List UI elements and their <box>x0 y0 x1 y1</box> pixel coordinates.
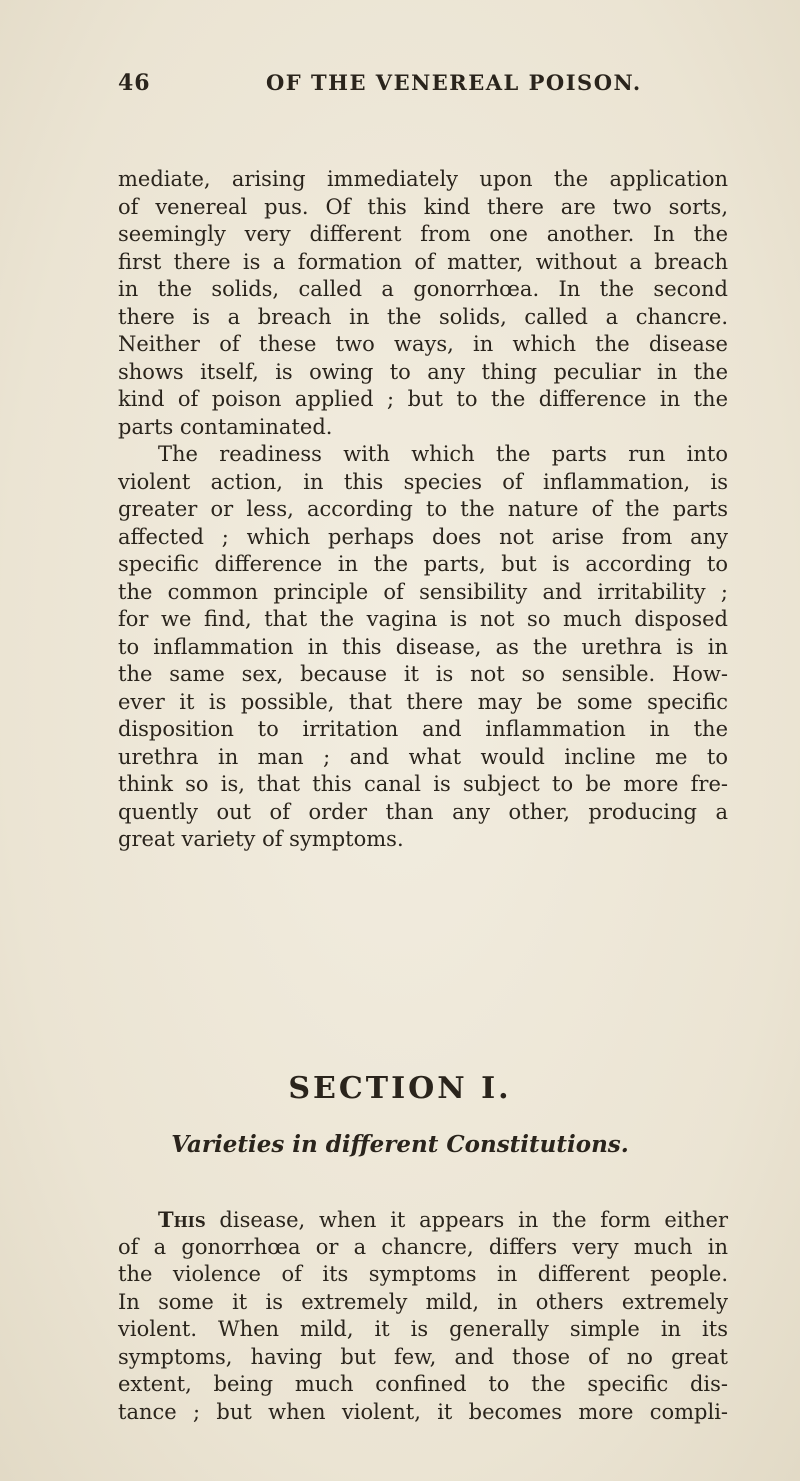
text-line: violent action, in this species of inflammation, is <box>118 469 728 494</box>
text-line: seemingly very different from one another. In the <box>118 222 728 246</box>
page-header <box>118 70 722 106</box>
text-line: kind of poison applied ; but to the difference in the <box>118 387 728 411</box>
drop-word: This <box>158 1207 206 1232</box>
paragraph-3 <box>118 1206 728 1426</box>
text-line: affected ; which perhaps does not arise from any <box>118 524 728 549</box>
text-line: there is a breach in the solids, called a chancre. <box>118 304 728 329</box>
text-line: the same sex, because it is not so sensible. How- <box>118 662 728 686</box>
text-line: urethra in man ; and what would incline me to <box>118 744 728 769</box>
text-line: for we find, that the vagina is not so much disposed <box>118 607 728 631</box>
text-line: to inflammation in this disease, as the urethra is in <box>118 634 728 659</box>
text-line: first there is a formation of matter, without a breach <box>118 249 728 274</box>
text-line: The readiness with which the parts run into <box>158 442 728 466</box>
text-line: extent, being much confined to the specific dis- <box>118 1372 728 1396</box>
text-line: mediate, arising immediately upon the application <box>118 167 728 191</box>
text-line: of a gonorrhœa or a chancre, differs very much in <box>118 1234 728 1259</box>
text-line: specific difference in the parts, but is according to <box>118 552 728 576</box>
text-line: the violence of its symptoms in different people. <box>118 1262 728 1286</box>
paragraph-1 <box>118 166 728 441</box>
text-line: tance ; but when violent, it becomes more compli- <box>118 1399 728 1424</box>
first-line-text: disease, when it appears in the form either <box>205 1208 728 1232</box>
text-line: greater or less, according to the nature of the parts <box>118 497 728 521</box>
text-line: shows itself, is owing to any thing peculiar in the <box>118 359 728 384</box>
paragraph-2 <box>118 441 728 854</box>
text-line: ever it is possible, that there may be some specific <box>118 689 728 714</box>
text-line: of venereal pus. Of this kind there are two sorts, <box>118 194 728 219</box>
text-line: quently out of order than any other, producing a <box>118 799 728 824</box>
text-line: In some it is extremely mild, in others extremely <box>118 1289 728 1314</box>
section-subtitle: Varieties in different Constitutions. <box>171 1131 629 1158</box>
text-line: disposition to irritation and inflammation in the <box>118 717 728 741</box>
section-heading: SECTION I. <box>288 1071 512 1106</box>
page-number: 46 <box>118 70 151 96</box>
text-line: Neither of these two ways, in which the disease <box>118 332 728 356</box>
text-line <box>118 1206 728 1234</box>
text-line: symptoms, having but few, and those of no great <box>118 1344 728 1369</box>
text-line: great variety of symptoms. <box>118 827 404 851</box>
text-line: violent. When mild, it is generally simple in its <box>118 1317 728 1341</box>
text-line: parts contaminated. <box>118 414 333 439</box>
text-line: the common principle of sensibility and irritability ; <box>118 579 728 604</box>
text-line: think so is, that this canal is subject to be more fre- <box>118 772 728 796</box>
text-line: in the solids, called a gonorrhœa. In the second <box>118 277 728 301</box>
running-title: OF THE VENEREAL POISON. <box>266 70 642 95</box>
